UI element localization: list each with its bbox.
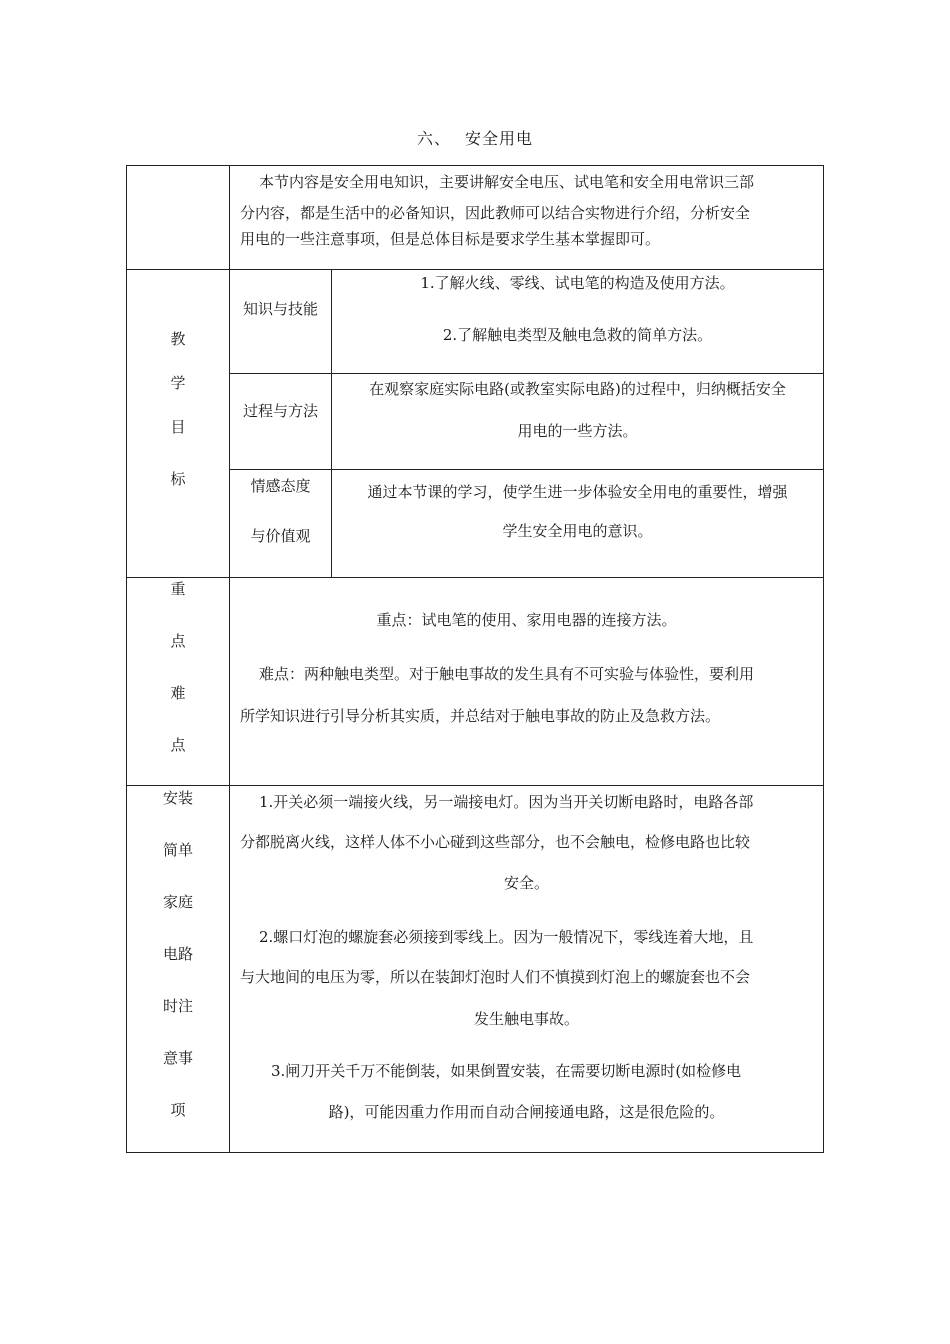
process-label: 过程与方法	[242, 402, 318, 420]
emotion-text: 通过本节课的学习，使学生进一步体验安全用电的重要性，增强	[367, 483, 788, 501]
key-points-header-char: 重	[170, 580, 186, 598]
process-text: 在观察家庭实际电路(或教室实际电路)的过程中，归纳概括安全	[369, 380, 786, 398]
key-point-focus: 重点：试电笔的使用、家用电器的连接方法。	[376, 611, 677, 629]
install-note: 1.开关必须一端接火线，另一端接电灯。因为当开关切断电路时，电路各部	[259, 793, 754, 811]
key-points-header-char: 难	[170, 684, 186, 702]
install-note: 与大地间的电压为零，所以在装卸灯泡时人们不慎摸到灯泡上的螺旋套也不会	[240, 968, 751, 986]
overview-line: 用电的一些注意事项，但是总体目标是要求学生基本掌握即可。	[240, 230, 661, 248]
emotion-label: 与价值观	[250, 527, 311, 545]
install-header-line: 安装	[162, 789, 193, 807]
install-note: 3.闸刀开关千万不能倒装，如果倒置安装，在需要切断电源时(如检修电	[271, 1062, 742, 1080]
objectives-header-char: 学	[170, 374, 186, 392]
section-title: 安全用电	[465, 129, 534, 148]
overview-line: 本节内容是安全用电知识，主要讲解安全电压、试电笔和安全用电常识三部	[259, 173, 755, 191]
row-divider	[126, 577, 824, 578]
objectives-header-char: 标	[170, 470, 186, 488]
knowledge-item: 1.了解火线、零线、试电笔的构造及使用方法。	[420, 274, 735, 292]
table-border-bottom	[126, 1152, 824, 1153]
section-number: 六、	[416, 129, 451, 148]
install-header-line: 电路	[162, 945, 193, 963]
install-note: 安全。	[503, 874, 549, 892]
table-border-left	[126, 165, 127, 1153]
install-header-line: 家庭	[162, 893, 193, 911]
row-divider	[126, 785, 824, 786]
emotion-text: 学生安全用电的意识。	[502, 522, 653, 540]
page-title	[0, 126, 950, 149]
sub-row-divider	[229, 469, 824, 470]
install-header-line: 项	[170, 1101, 186, 1119]
table-border-right	[823, 165, 824, 1153]
sub-row-divider	[229, 373, 824, 374]
install-header-line: 意事	[162, 1049, 193, 1067]
key-point-difficulty: 所学知识进行引导分析其实质，并总结对于触电事故的防止及急救方法。	[240, 707, 721, 725]
key-points-header-char: 点	[170, 632, 186, 650]
objectives-header-char: 目	[170, 418, 186, 436]
install-note: 2.螺口灯泡的螺旋套必须接到零线上。因为一般情况下，零线连着大地，且	[259, 928, 754, 946]
table-border-top	[126, 165, 824, 166]
install-header-line: 简单	[162, 841, 193, 859]
knowledge-label: 知识与技能	[242, 300, 318, 318]
key-point-difficulty: 难点：两种触电类型。对于触电事故的发生具有不可实验与体验性，要利用	[259, 665, 755, 683]
install-note: 分都脱离火线，这样人体不小心碰到这些部分，也不会触电，检修电路也比较	[240, 833, 751, 851]
key-points-header-char: 点	[170, 736, 186, 754]
overview-line: 分内容，都是生活中的必备知识，因此教师可以结合实物进行介绍，分析安全	[240, 204, 751, 222]
install-note: 发生触电事故。	[473, 1010, 579, 1028]
knowledge-item: 2.了解触电类型及触电急救的简单方法。	[442, 326, 713, 344]
process-text: 用电的一些方法。	[517, 422, 638, 440]
install-note: 路)，可能因重力作用而自动合闸接通电路，这是很危险的。	[328, 1103, 725, 1121]
objectives-header-char: 教	[170, 330, 186, 348]
emotion-label: 情感态度	[250, 477, 311, 495]
install-header-line: 时注	[162, 997, 193, 1015]
